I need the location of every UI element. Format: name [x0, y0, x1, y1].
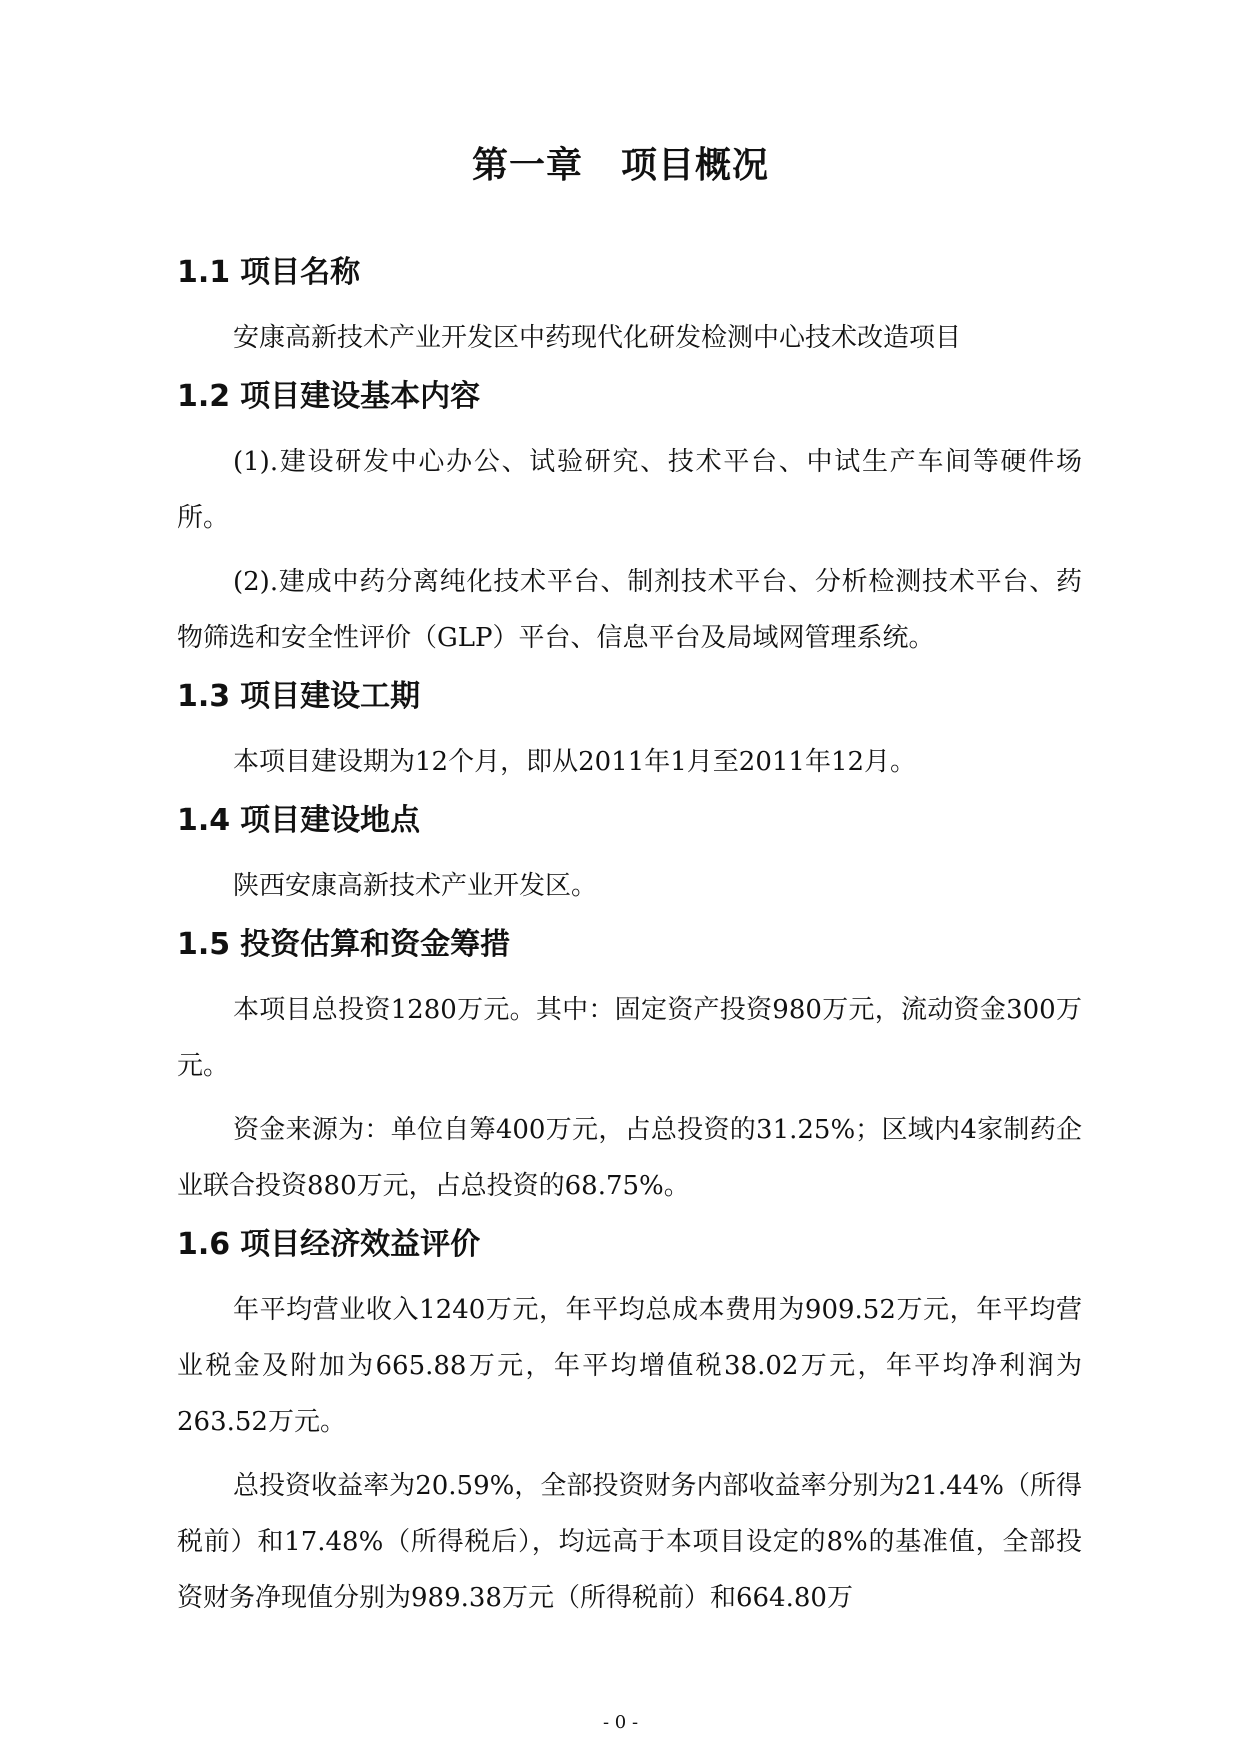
section-heading — [177, 674, 1082, 720]
section-title: 项目经济效益评价 — [240, 1227, 481, 1262]
section-heading — [177, 1222, 1082, 1268]
section-title: 项目名称 — [240, 255, 361, 290]
section-title: 项目建设基本内容 — [240, 379, 481, 414]
paragraph: 年平均营业收入1240万元，年平均总成本费用为909.52万元，年平均营业税金及附加为665.88万元，年平均增值税38.02万元，年平均净利润为263.52万元。 — [177, 1295, 1082, 1437]
chapter-label: 第一章 — [471, 145, 583, 186]
section-1-6 — [177, 1222, 1082, 1626]
paragraph: (2).建成中药分离纯化技术平台、制剂技术平台、分析检测技术平台、药物筛选和安全性评价（GLP）平台、信息平台及局域网管理系统。 — [177, 567, 1082, 653]
section-number: 1.6 — [177, 1227, 231, 1262]
section-number: 1.3 — [177, 679, 231, 714]
section-1-4 — [177, 798, 1082, 914]
section-1-2 — [177, 374, 1082, 666]
section-number: 1.1 — [177, 255, 231, 290]
section-1-3 — [177, 674, 1082, 790]
section-number: 1.5 — [177, 927, 231, 962]
section-heading — [177, 374, 1082, 420]
section-heading — [177, 798, 1082, 844]
paragraph: 总投资收益率为20.59%，全部投资财务内部收益率分别为21.44%（所得税前）和17.48%（所得税后），均远高于本项目设定的8%的基准值，全部投资财务净现值分别为989.38万元（所得税前）和664.80万 — [177, 1471, 1082, 1613]
section-number: 1.4 — [177, 803, 231, 838]
section-title: 项目建设地点 — [240, 803, 421, 838]
paragraph: 本项目建设期为12个月，即从2011年1月至2011年12月。 — [233, 747, 917, 777]
page-number: - 0 - — [602, 1712, 639, 1733]
section-title: 投资估算和资金筹措 — [240, 927, 511, 962]
section-1-5 — [177, 922, 1082, 1214]
paragraph: 安康高新技术产业开发区中药现代化研发检测中心技术改造项目 — [233, 323, 962, 353]
paragraph: 资金来源为：单位自筹400万元，占总投资的31.25%；区域内4家制药企业联合投资880万元，占总投资的68.75%。 — [177, 1115, 1082, 1201]
paragraph: (1).建设研发中心办公、试验研究、技术平台、中试生产车间等硬件场所。 — [177, 447, 1082, 533]
section-number: 1.2 — [177, 379, 231, 414]
chapter-heading — [0, 142, 1241, 190]
section-heading — [177, 922, 1082, 968]
section-heading — [177, 250, 1082, 296]
paragraph: 陕西安康高新技术产业开发区。 — [233, 871, 598, 901]
section-1-1 — [177, 250, 1082, 366]
document-body — [177, 250, 1082, 1634]
paragraph: 本项目总投资1280万元。其中：固定资产投资980万元，流动资金300万元。 — [177, 995, 1082, 1081]
section-title: 项目建设工期 — [240, 679, 421, 714]
chapter-title: 项目概况 — [621, 145, 770, 186]
